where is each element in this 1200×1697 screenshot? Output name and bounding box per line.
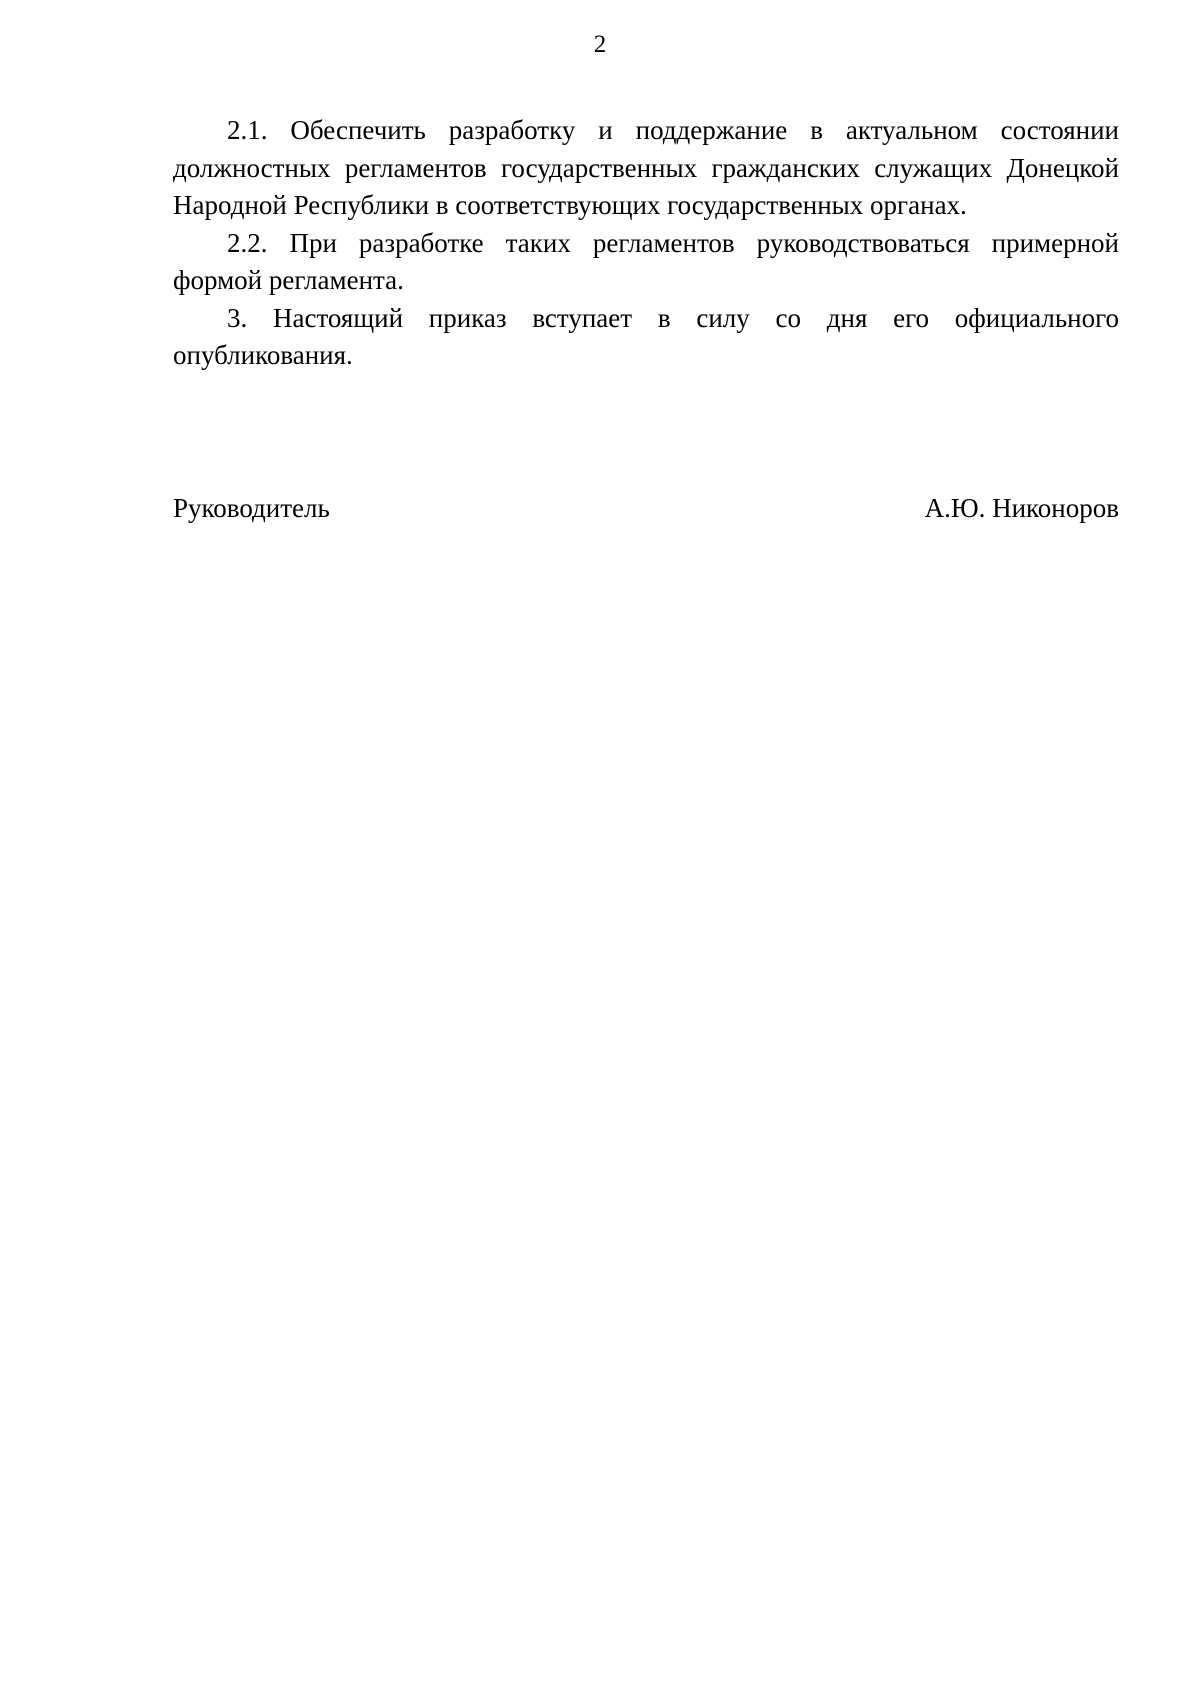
paragraph-2-2: 2.2. При разработке таких регламентов руководствоваться примерной формой регламента. [173, 227, 1119, 295]
signatory-position: Руководитель [173, 493, 330, 523]
signatory-name: А.Ю. Никоноров [924, 493, 1119, 523]
signature-block [173, 490, 1119, 530]
paragraph-2-1: 2.1. Обеспечить разработку и поддержание в актуальном состоянии должностных регламентов государственных гражданских служащих Донецкой Народной Республики в соответствующих государственных органах. [173, 115, 1119, 220]
page-number: 2 [593, 31, 607, 58]
paragraph-3: 3. Настоящий приказ вступает в силу со дня его официального опубликования. [173, 302, 1119, 370]
document-body [173, 112, 1119, 375]
